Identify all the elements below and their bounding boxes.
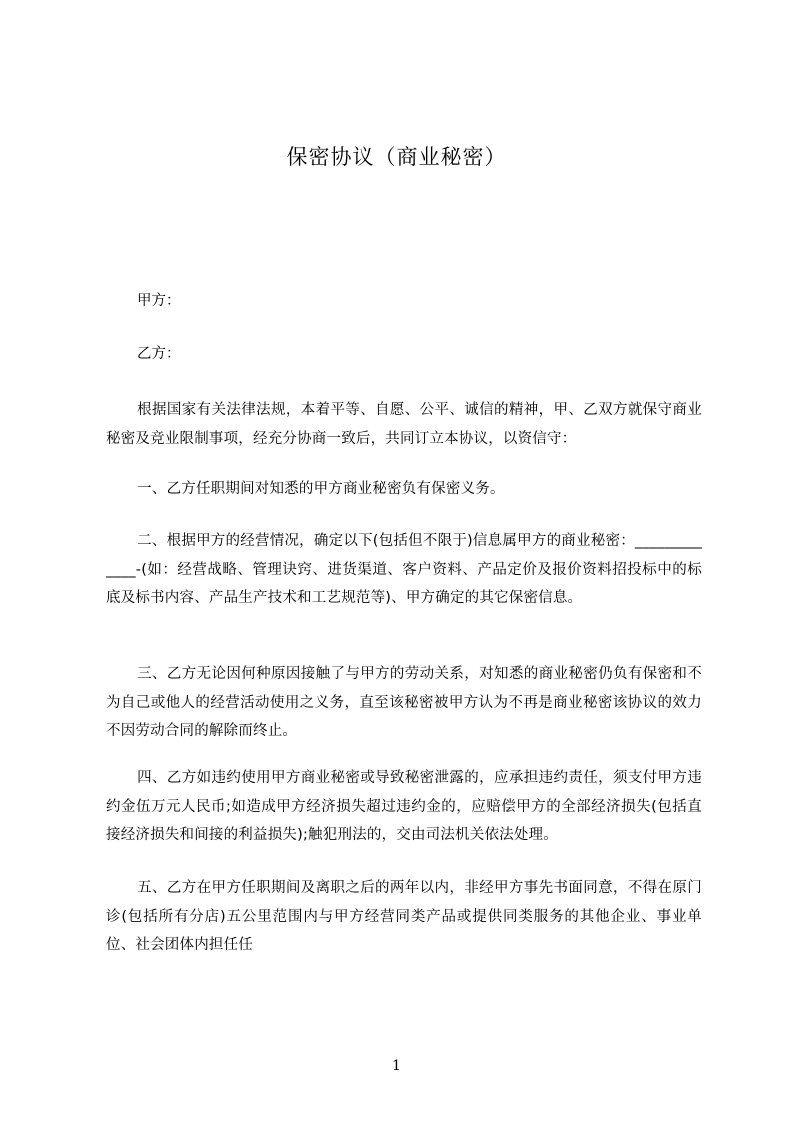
party-a-label: 甲方： bbox=[137, 293, 181, 309]
preamble-paragraph: 根据国家有关法律法规，本着平等、自愿、公平、诚信的精神，甲、乙双方就保守商业秘密及竞业限制事项，经充分协商一致后，共同订立本协议，以资信守： bbox=[106, 402, 702, 447]
clause-1-paragraph: 一、乙方任职期间对知悉的甲方商业秘密负有保密义务。 bbox=[137, 481, 505, 497]
clause-4-paragraph: 四、乙方如违约使用甲方商业秘密或导致秘密泄露的，应承担违约责任，须支付甲方违约金伍万元人民币;如造成甲方经济损失超过违约金的，应赔偿甲方的全部经济损失(包括直接经济损失和间接的利益损失);触犯刑法的，交由司法机关依法处理。 bbox=[106, 770, 702, 843]
party-b-label: 乙方： bbox=[137, 346, 181, 362]
document-title: 保密协议（商业秘密） bbox=[286, 145, 507, 169]
clause-3-paragraph: 三、乙方无论因何种原因接触了与甲方的劳动关系，对知悉的商业秘密仍负有保密和不为自己或他人的经营活动使用之义务，直至该秘密被甲方认为不再是商业秘密该协议的效力不因劳动合同的解除而终止。 bbox=[106, 666, 702, 739]
page-number: 1 bbox=[392, 1058, 401, 1074]
clause-2-paragraph: 二、根据甲方的经营情况，确定以下(包括但不限于)信息属甲方的商业秘密：_____________-(如：经营战略、管理诀窍、进货渠道、客户资料、产品定价及报价资料招投标中的标底及标书内容、产品生产技术和工艺规范等)、甲方确定的其它保密信息。 bbox=[106, 533, 702, 606]
clause-5-paragraph: 五、乙方在甲方任职期间及离职之后的两年以内，非经甲方事先书面同意，不得在原门诊(包括所有分店)五公里范围内与甲方经营同类产品或提供同类服务的其他企业、事业单位、社会团体内担任任 bbox=[106, 880, 702, 953]
